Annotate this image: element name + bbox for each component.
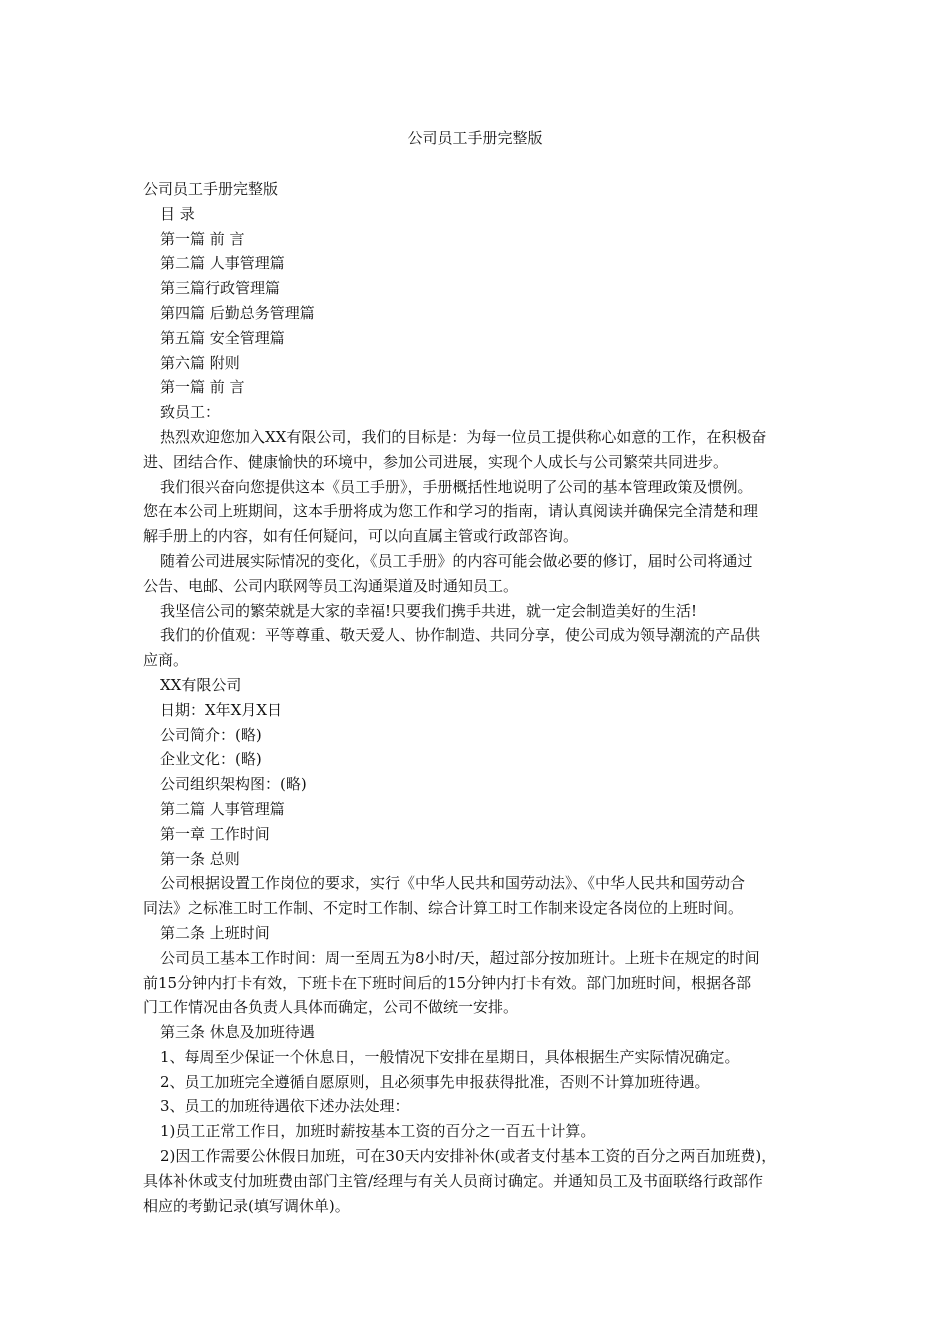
body-line: XX有限公司: [160, 675, 242, 694]
body-line: 解手册上的内容，如有任何疑问，可以向直属主管或行政部咨询。: [143, 527, 579, 546]
body-line: 目 录: [160, 204, 195, 223]
body-line: 3、员工的加班待遇依下述办法处理：: [160, 1097, 410, 1116]
body-line: 您在本公司上班期间，这本手册将成为您工作和学习的指南，请认真阅读并确保完全清楚和理: [143, 502, 759, 521]
body-line: 第二条 上班时间: [160, 923, 270, 942]
body-line: 进、团结合作、健康愉快的环境中，参加公司进展，实现个人成长与公司繁荣共同进步。: [143, 452, 729, 471]
body-line: 公司员工基本工作时间：周一至周五为8小时/天，超过部分按加班计。上班卡在规定的时间: [160, 948, 760, 967]
body-line: 前15分钟内打卡有效，下班卡在下班时间后的15分钟内打卡有效。部门加班时间，根据各部: [143, 973, 752, 992]
body-line: 第六篇 附则: [160, 353, 240, 372]
body-line: 日期：X年X月X日: [160, 700, 283, 719]
body-line: 第五篇 安全管理篇: [160, 328, 285, 347]
body-line: 热烈欢迎您加入XX有限公司，我们的目标是：为每一位员工提供称心如意的工作，在积极奋: [160, 427, 767, 446]
body-line: 门工作情况由各负责人具体而确定，公司不做统一安排。: [143, 998, 519, 1017]
body-line: 公司组织架构图：(略): [160, 775, 307, 794]
body-line: 我们很兴奋向您提供这本《员工手册》，手册概括性地说明了公司的基本管理政策及惯例。: [160, 477, 753, 496]
body-line: 1)员工正常工作日，加班时薪按基本工资的百分之一百五十计算。: [160, 1122, 596, 1141]
body-line: 第三条 休息及加班待遇: [160, 1023, 315, 1042]
body-line: 2)因工作需要公休假日加班，可在30天内安排补休(或者支付基本工资的百分之两百加班费)，: [160, 1147, 777, 1166]
body-line: 企业文化：(略): [160, 750, 262, 769]
body-line: 1、每周至少保证一个休息日，一般情况下安排在星期日，具体根据生产实际情况确定。: [160, 1047, 740, 1066]
document-title: 公司员工手册完整版: [407, 129, 543, 147]
body-line: 致员工：: [160, 403, 221, 422]
body-line: 第一篇 前 言: [160, 229, 245, 248]
body-line: 公告、电邮、公司内联网等员工沟通渠道及时通知员工。: [143, 576, 519, 595]
body-line: 第二篇 人事管理篇: [160, 254, 285, 273]
body-line: 2、员工加班完全遵循自愿原则，且必须事先申报获得批准，否则不计算加班待遇。: [160, 1072, 710, 1091]
body-line: 第一章 工作时间: [160, 824, 270, 843]
body-line: 同法》之标准工时工作制、不定时工作制、综合计算工时工作制来设定各岗位的上班时间。: [143, 899, 744, 918]
body-line: 第一条 总则: [160, 849, 240, 868]
body-line: 公司简介：(略): [160, 725, 262, 744]
body-line: 我们的价值观：平等尊重、敬天爱人、协作制造、共同分享，使公司成为领导潮流的产品供: [160, 626, 761, 645]
body-line: 我坚信公司的繁荣就是大家的幸福!只要我们携手共进，就一定会制造美好的生活!: [160, 601, 698, 620]
body-line: 公司根据设置工作岗位的要求，实行《中华人民共和国劳动法》、《中华人民共和国劳动合: [160, 874, 746, 893]
body-line: 第一篇 前 言: [160, 378, 245, 397]
body-line: 公司员工手册完整版: [143, 180, 279, 198]
document-body: [143, 177, 811, 1218]
body-line: 第三篇行政管理篇: [160, 279, 281, 298]
body-line: 具体补休或支付加班费由部门主管/经理与有关人员商讨确定。并通知员工及书面联络行政部作: [143, 1171, 764, 1190]
body-line: 第四篇 后勤总务管理篇: [160, 303, 315, 322]
body-line: 随着公司进展实际情况的变化，《员工手册》的内容可能会做必要的修订，届时公司将通过: [160, 551, 753, 570]
body-line: 第二篇 人事管理篇: [160, 799, 285, 818]
body-line: 应商。: [143, 651, 189, 670]
body-line: 相应的考勤记录(填写调休单)。: [143, 1196, 350, 1215]
